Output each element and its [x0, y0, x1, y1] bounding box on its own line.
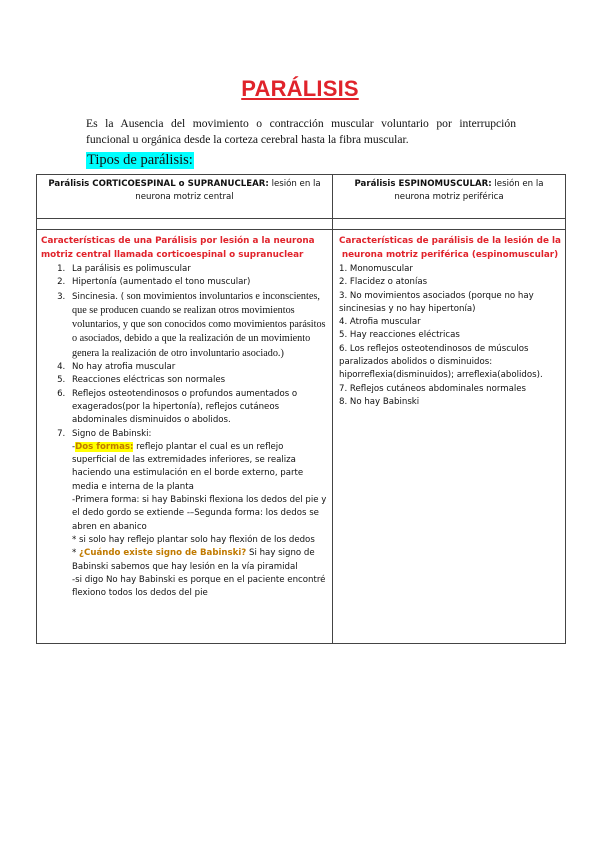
spacer-cell-right: [333, 219, 566, 230]
cuando-text: Si hay signo de Babinski sabemos que hay lesión en la vía piramidal: [72, 548, 315, 572]
list-item: 2. Hipertonía (aumentado el tono muscular): [68, 276, 328, 289]
left-header-rest: lesión en la neurona motriz central: [135, 179, 321, 202]
list-item: 1. Monomuscular: [339, 264, 413, 274]
list-item: 4. Atrofia muscular: [339, 317, 421, 328]
star: *: [72, 548, 80, 559]
right-header-rest: lesión en la neurona motriz periférica: [394, 179, 544, 202]
right-header-bold: Parálisis ESPINOMUSCULAR:: [354, 179, 492, 189]
babinski-dos-formas: [72, 441, 328, 494]
right-heading: Características de parálisis de la lesión de la neurona motriz periférica (espinomuscular): [339, 236, 561, 260]
cuando-babinski: [72, 547, 328, 574]
list-item: 2. Flacidez o atonías: [339, 277, 428, 288]
page-title: PARÁLISIS: [241, 76, 359, 101]
left-heading: Características de una Parálisis por lesión a la neurona motriz central llamada corticoespinal o supranuclear: [41, 236, 315, 260]
intro-paragraph: Es la Ausencia del movimiento o contracción muscular voluntario por interrupción funcional u orgánica desde la corteza cerebral hasta la fibra muscular.: [86, 117, 516, 146]
right-list: [339, 263, 561, 409]
solo-reflejo: * si solo hay reflejo plantar solo hay flexión de los dedos: [72, 534, 315, 545]
sincinesia-text: son movimientos involuntarios e inconscientes, que se producen cuando se realizan otros movimientos voluntarios, y que son conocidos como movimientos parásitos o asociados, debido a que la realización de un movimiento genera la realización de otro involuntario asociado.): [72, 290, 326, 359]
list-item: 5. Reacciones eléctricas son normales: [68, 374, 328, 387]
list-item: 7. Reflejos cutáneos abdominales normales: [339, 383, 527, 394]
list-item: 3. No movimientos asociados (porque no hay sincinesias y no hay hipertonía): [339, 290, 534, 314]
left-header-bold: Parálisis CORTICOESPINAL o SUPRANUCLEAR:: [48, 179, 269, 189]
sincinesia-prefix: Sincinesia. (: [72, 291, 125, 302]
left-list: [41, 263, 328, 600]
list-item: 1. La parálisis es polimuscular: [68, 263, 328, 276]
right-body-cell: [333, 230, 566, 644]
left-body-cell: [37, 230, 333, 644]
dos-formas-highlight: Dos formas:: [75, 441, 134, 452]
types-label: Tipos de parálisis:: [87, 152, 193, 168]
list-item: 5. Hay reacciones eléctricas: [339, 330, 460, 341]
dos-formas-text: reflejo plantar el cual es un reflejo superficial de las extremidades inferiores, se realiza haciendo una estimulación en el borde externo, parte media e interna de la planta: [72, 441, 304, 492]
dash: -: [72, 441, 76, 452]
cuando-question: ¿Cuándo existe signo de Babinski?: [79, 548, 247, 559]
list-item: 6. Reflejos osteotendinosos o profundos aumentados o exagerados(por la hipertonía), reflejos cutáneos abdominales disminuidos o abolidos.: [68, 388, 328, 428]
left-header-cell: [37, 175, 333, 219]
list-item: 4. No hay atrofia muscular: [68, 361, 328, 374]
si-digo: -si digo No hay Babinski es porque en el paciente encontré flexiono todos los dedos del pie: [72, 574, 326, 599]
list-item: 6. Los reflejos osteotendinosos de músculos paralizados abolidos o disminuidos: hiporreflexia(disminuidos); arreflexia(abolidos).: [339, 343, 543, 381]
right-header-cell: [333, 175, 566, 219]
list-item: 8. No hay Babinski: [339, 396, 420, 407]
list-item: [68, 428, 328, 601]
list-item: [68, 290, 328, 361]
spacer-cell-left: [37, 219, 333, 230]
primera-forma: -Primera forma: si hay Babinski flexiona los dedos del pie y el dedo gordo se extiende -–Segunda forma: los dedos se abren en abanico: [72, 495, 327, 532]
babinski-label: Signo de Babinski:: [72, 428, 152, 439]
paralysis-table: [36, 174, 566, 644]
